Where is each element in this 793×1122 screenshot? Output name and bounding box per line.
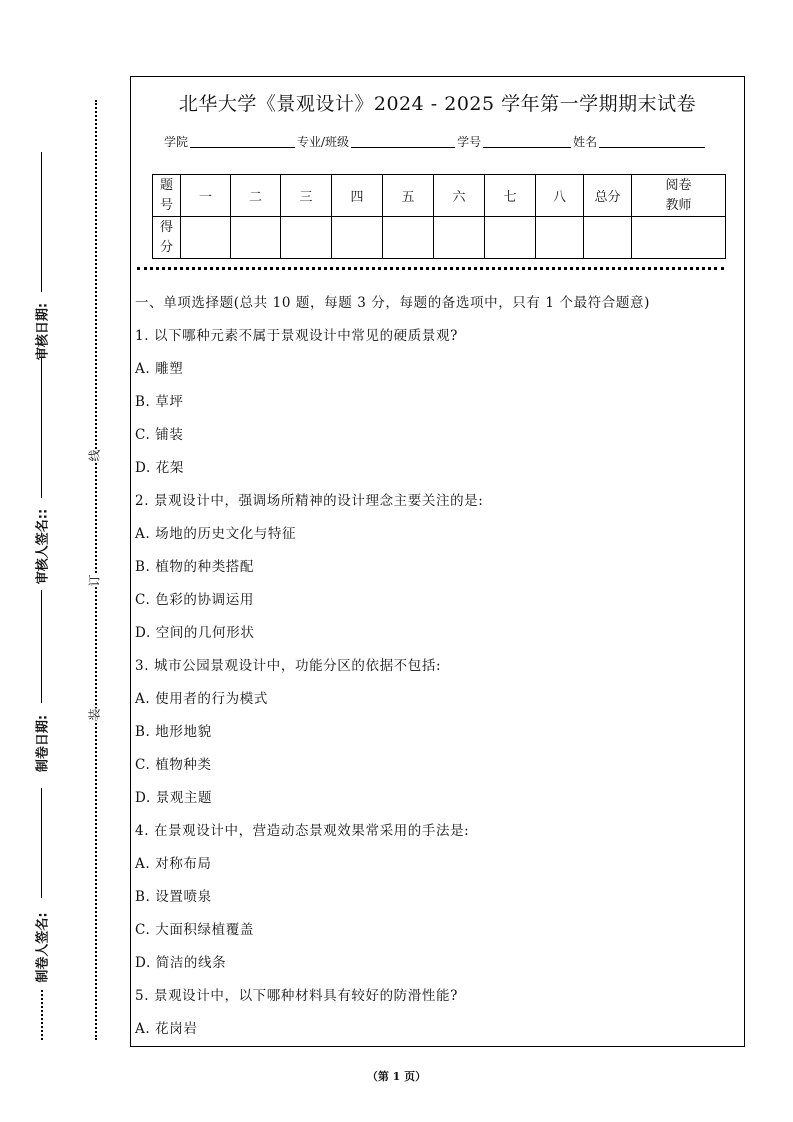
option-1d: D. 花架 bbox=[135, 460, 184, 476]
major-field[interactable] bbox=[351, 135, 455, 148]
score-cell-2[interactable] bbox=[231, 217, 281, 259]
col-1: 一 bbox=[181, 175, 231, 217]
option-4b: B. 设置喷泉 bbox=[135, 889, 212, 905]
row-header-score: 得 分 bbox=[153, 217, 181, 259]
score-cell-6[interactable] bbox=[434, 217, 485, 259]
option-3a: A. 使用者的行为模式 bbox=[135, 691, 268, 707]
col-5: 五 bbox=[383, 175, 434, 217]
option-2b: B. 植物的种类搭配 bbox=[135, 559, 255, 575]
option-2c: C. 色彩的协调运用 bbox=[135, 592, 254, 608]
page-title: 北华大学《景观设计》2024 - 2025 学年第一学期期末试卷 bbox=[178, 93, 697, 115]
score-cell-3[interactable] bbox=[281, 217, 332, 259]
row-header-number: 题 号 bbox=[153, 175, 181, 217]
student-id-field[interactable] bbox=[483, 135, 571, 148]
col-4: 四 bbox=[332, 175, 383, 217]
score-cell-7[interactable] bbox=[485, 217, 536, 259]
col-grader: 阅卷 教师 bbox=[632, 175, 726, 217]
question-4: 4. 在景观设计中，营造动态景观效果常采用的手法是: bbox=[135, 823, 470, 839]
score-header-row bbox=[153, 175, 726, 217]
student-info-row bbox=[164, 133, 707, 150]
section-heading: 一、单项选择题(总共 10 题，每题 3 分，每题的备选项中，只有 1 个最符合题意) bbox=[135, 295, 650, 311]
option-1b: B. 草坪 bbox=[135, 394, 184, 410]
score-cell-1[interactable] bbox=[181, 217, 231, 259]
bind-char: 装 bbox=[87, 708, 102, 721]
option-3c: C. 植物种类 bbox=[135, 757, 212, 773]
name-label: 姓名 bbox=[573, 135, 598, 149]
college-field[interactable] bbox=[190, 135, 295, 148]
reviewer-date-label: 审核日期: bbox=[35, 302, 51, 361]
option-4a: A. 对称布局 bbox=[135, 856, 212, 872]
score-value-row bbox=[153, 217, 726, 259]
maker-date-line bbox=[41, 590, 42, 703]
page-number: （第 1 页） bbox=[366, 1070, 427, 1083]
option-2a: A. 场地的历史文化与特征 bbox=[135, 526, 297, 542]
major-label: 专业/班级 bbox=[297, 135, 350, 149]
score-table bbox=[152, 174, 726, 259]
option-5a: A. 花岗岩 bbox=[135, 1021, 198, 1037]
score-cell-total[interactable] bbox=[584, 217, 632, 259]
line-char: 线 bbox=[87, 449, 102, 462]
dotted-separator bbox=[137, 267, 724, 270]
option-1c: C. 铺装 bbox=[135, 427, 184, 443]
staple-char: 订 bbox=[87, 574, 102, 587]
maker-date-label: 制卷日期: bbox=[35, 714, 51, 773]
option-2d: D. 空间的几何形状 bbox=[135, 625, 255, 641]
col-total: 总分 bbox=[584, 175, 632, 217]
option-3d: D. 景观主题 bbox=[135, 790, 213, 806]
question-1: 1. 以下哪种元素不属于景观设计中常见的硬质景观? bbox=[135, 328, 458, 344]
score-cell-grader[interactable] bbox=[632, 217, 726, 259]
name-field[interactable] bbox=[599, 135, 705, 148]
exam-paper bbox=[130, 76, 745, 1047]
student-id-label: 学号 bbox=[457, 135, 482, 149]
col-7: 七 bbox=[485, 175, 536, 217]
question-2: 2. 景观设计中，强调场所精神的设计理念主要关注的是: bbox=[135, 493, 484, 509]
question-5: 5. 景观设计中，以下哪种材料具有较好的防滑性能? bbox=[135, 988, 458, 1004]
reviewer-date-line bbox=[41, 152, 42, 292]
col-3: 三 bbox=[281, 175, 332, 217]
reviewer-sign-line bbox=[41, 358, 42, 498]
col-6: 六 bbox=[434, 175, 485, 217]
score-cell-5[interactable] bbox=[383, 217, 434, 259]
section-single-choice bbox=[135, 287, 650, 1046]
binding-dotted-line bbox=[95, 100, 97, 1040]
score-cell-8[interactable] bbox=[536, 217, 584, 259]
question-3: 3. 城市公园景观设计中，功能分区的依据不包括: bbox=[135, 658, 442, 674]
maker-sign-label: 制卷人签名: bbox=[35, 912, 51, 983]
option-1a: A. 雕塑 bbox=[135, 361, 184, 377]
reviewer-sign-label: 审核人签名:: bbox=[35, 508, 51, 585]
option-4d: D. 简洁的线条 bbox=[135, 955, 227, 971]
maker-sign-line bbox=[41, 788, 42, 898]
col-2: 二 bbox=[231, 175, 281, 217]
college-label: 学院 bbox=[164, 135, 189, 149]
score-cell-4[interactable] bbox=[332, 217, 383, 259]
maker-sign-dots bbox=[41, 990, 43, 1040]
option-3b: B. 地形地貌 bbox=[135, 724, 212, 740]
option-4c: C. 大面积绿植覆盖 bbox=[135, 922, 254, 938]
col-8: 八 bbox=[536, 175, 584, 217]
